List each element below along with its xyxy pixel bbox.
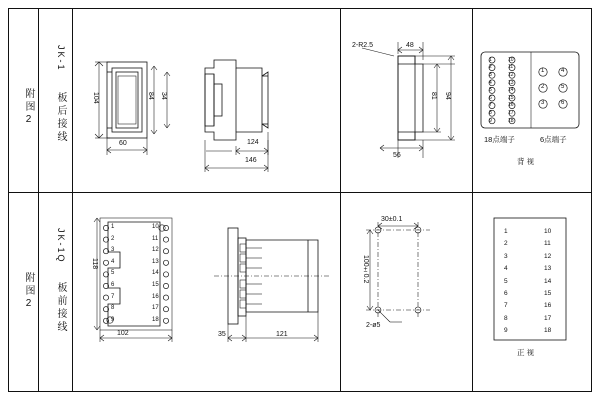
row2-pin-number: 9 — [111, 316, 115, 323]
row1-terminal-number: 6 — [561, 100, 565, 106]
row2-terminal-number: 5 — [504, 277, 508, 285]
row2-terminal-number: 16 — [544, 302, 552, 310]
row1-front-width-dim: 60 — [119, 140, 127, 147]
row2-terminal-number: 6 — [504, 290, 508, 297]
row2-terminal-number: 14 — [544, 277, 552, 285]
row1-panel-width-dim: 56 — [393, 152, 401, 159]
row2-pin-number: 17 — [152, 305, 159, 312]
row1-terminal-number: 14 — [508, 87, 514, 94]
row1-side-width-dim: 124 — [247, 139, 259, 146]
row2-hole-pitch-x-dim: 30±0.1 — [381, 216, 403, 223]
row1-cut-note: 2-R2.5 — [352, 42, 374, 49]
row1-terminal-number: 17 — [508, 110, 514, 116]
row2-pin-number: 16 — [152, 293, 159, 300]
row2-pin-number: 1 — [111, 224, 115, 230]
row1-left-terminal-caption: 18点端子 — [484, 135, 515, 144]
row2-pin-number: 4 — [111, 258, 115, 265]
row1-terminal-number: 8 — [489, 110, 492, 116]
row2-pin-number: 18 — [152, 316, 159, 323]
row2-pin-number: 12 — [152, 247, 159, 254]
row2-terminal-number: 1 — [504, 228, 508, 235]
row2-terminal-view-caption: 正 视 — [517, 348, 535, 357]
row1-terminal-number: 13 — [508, 79, 514, 86]
row1-terminal-number: 1 — [489, 56, 492, 63]
row1-panel-height-2-dim: 94 — [444, 92, 451, 100]
row1-front-height-dim: 104 — [92, 92, 99, 104]
row2-terminal-number: 17 — [544, 314, 552, 322]
row1-terminal-number: 3 — [541, 100, 545, 106]
row1-terminal-view-caption: 背 视 — [517, 157, 535, 166]
divider-col-4 — [472, 8, 473, 392]
sheet-border — [8, 8, 592, 392]
row1-terminal-number: 11 — [508, 64, 514, 71]
row2-hole-pitch-y-dim: 100±0.2 — [362, 255, 369, 284]
divider-col-3 — [340, 8, 341, 392]
row1-inner-height-1-dim: 84 — [147, 92, 154, 100]
row2-terminal-number: 11 — [544, 240, 551, 248]
row2-pin-number: 2 — [111, 235, 115, 242]
row2-pin-number: 13 — [152, 258, 159, 265]
divider-col-1 — [38, 8, 39, 392]
row2-terminal-number: 2 — [504, 240, 508, 248]
row1-terminal-number: 10 — [508, 56, 514, 63]
row1-terminal-number: 5 — [561, 84, 565, 90]
row1-terminal-number: 2 — [489, 64, 492, 71]
row2-terminal-number: 3 — [504, 252, 508, 260]
row1-terminal-number: 12 — [508, 72, 514, 78]
row1-terminal-number: 3 — [489, 72, 492, 78]
row2-terminal-number: 15 — [544, 290, 552, 297]
row2-terminal-number: 12 — [544, 252, 552, 260]
row1-terminal-number: 7 — [489, 102, 492, 109]
row2-terminal-number: 7 — [504, 302, 508, 310]
row1-terminal-number: 1 — [541, 68, 545, 74]
row2-terminal-number: 10 — [544, 228, 552, 235]
row2-model-label: JK-1Q — [56, 228, 66, 264]
row1-panel-height-1-dim: 81 — [430, 92, 437, 100]
row2-terminal-number: 8 — [504, 314, 508, 322]
row2-pin-number: 11 — [152, 235, 159, 242]
row2-pin-number: 10 — [152, 224, 159, 230]
row2-terminal-number: 18 — [544, 327, 552, 335]
row1-terminal-number: 5 — [489, 87, 492, 94]
divider-row — [8, 192, 592, 193]
row2-pin-number: 5 — [111, 270, 115, 277]
row2-pin-number: 6 — [111, 282, 115, 288]
row1-mount-label: 板后接线 — [55, 92, 66, 144]
row1-total-width-dim: 146 — [245, 157, 257, 164]
row1-terminal-number: 18 — [508, 117, 514, 124]
row1-terminal-number: 9 — [489, 117, 492, 124]
row2-pin-number: 15 — [152, 282, 159, 288]
row2-hole-note: 2-ø5 — [366, 322, 381, 329]
row2-terminal-number: 13 — [544, 265, 552, 273]
row1-terminal-number: 6 — [489, 94, 492, 101]
row2-pin-number: 7 — [111, 293, 115, 300]
divider-col-2 — [72, 8, 73, 392]
row2-body-width-dim: 121 — [276, 331, 288, 338]
row1-terminal-number: 4 — [489, 79, 492, 86]
row1-terminal-number: 16 — [508, 102, 514, 109]
row1-terminal-number: 4 — [561, 68, 565, 74]
row2-pin-number: 14 — [152, 270, 159, 277]
row2-terminal-number: 9 — [504, 327, 508, 335]
row1-cut-width-dim: 48 — [406, 42, 414, 49]
row2-ref-label: 附图2 — [23, 272, 34, 312]
row1-terminal-number: 2 — [541, 84, 545, 90]
row1-terminal-number: 15 — [508, 94, 514, 101]
row1-ref-label: 附图2 — [23, 88, 34, 128]
row2-pin-number: 3 — [111, 247, 115, 254]
row2-front-height-dim: 118 — [91, 258, 98, 270]
row2-flange-width-dim: 35 — [218, 331, 226, 338]
row2-pin-number: 8 — [111, 305, 115, 312]
row1-model-label: JK-1 — [56, 44, 66, 72]
row2-front-width-dim: 102 — [117, 330, 129, 337]
row2-terminal-number: 4 — [504, 265, 508, 273]
row1-right-terminal-caption: 6点端子 — [540, 135, 567, 144]
row1-inner-height-2-dim: 34 — [160, 92, 167, 100]
row2-mount-label: 板前接线 — [55, 282, 66, 334]
